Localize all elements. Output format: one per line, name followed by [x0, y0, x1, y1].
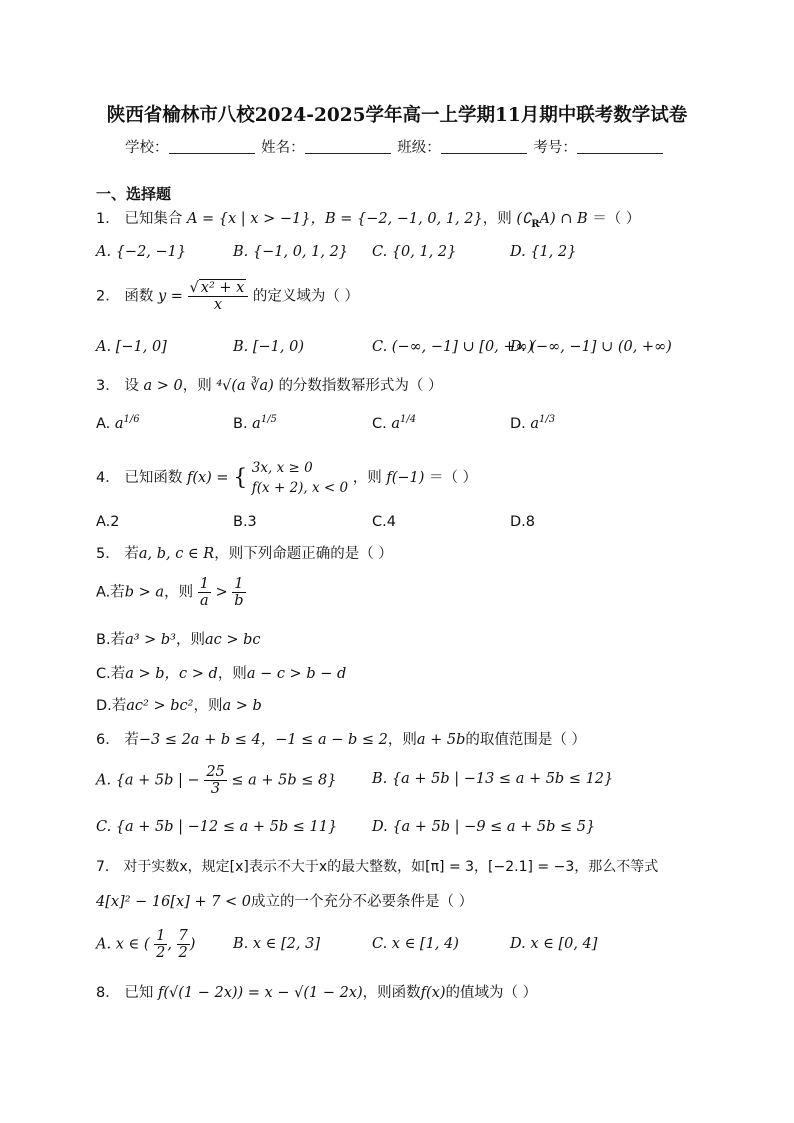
- piecewise-brace: {: [233, 465, 248, 491]
- section-heading: 一、选择题: [96, 185, 172, 203]
- option-b[interactable]: B.3: [233, 514, 257, 530]
- option-b[interactable]: B. $a^{1/5}$: [233, 414, 277, 432]
- option-a[interactable]: A. {a + 5b | − $\frac{25}{3}$ ≤ a + 5b ≤ 8}: [96, 764, 337, 797]
- question-text: ＝（ ）: [429, 470, 478, 486]
- option-d[interactable]: D. $a^{1/3}$: [510, 414, 556, 432]
- question-4: [96, 458, 477, 498]
- question-text: 已知: [124, 985, 154, 1001]
- question-8: [96, 981, 537, 1002]
- option-a[interactable]: A. $a^{1/6}$: [96, 414, 140, 432]
- question-text: 若: [124, 546, 139, 562]
- question-text: ＝（ ）: [592, 211, 641, 227]
- question-text: 设: [124, 378, 139, 394]
- class-label: 班级：: [397, 140, 441, 156]
- number-label: 考号：: [533, 140, 577, 156]
- math-expression: ⁴√(a ∛a): [216, 378, 274, 394]
- math-expression: f(x) =: [186, 470, 229, 486]
- math-expression: f(x): [420, 985, 446, 1001]
- question-number: 8．: [96, 985, 120, 1001]
- math-expression: f(√(1 − 2x)) = x − √(1 − 2x): [157, 985, 363, 1001]
- question-text: 已知集合: [124, 211, 183, 227]
- option-a[interactable]: A. [−1, 0]: [96, 339, 167, 355]
- question-number: 3．: [96, 378, 120, 394]
- math-expression: a + 5b: [416, 732, 466, 748]
- question-text: ，则: [182, 378, 212, 394]
- question-number: 5．: [96, 546, 120, 562]
- number-blank[interactable]: [577, 139, 663, 154]
- question-number: 1．: [96, 211, 120, 227]
- question-text: 已知函数: [124, 470, 183, 486]
- question-3: [96, 374, 443, 395]
- math-expression: f(−1): [386, 470, 425, 486]
- class-blank[interactable]: [441, 139, 527, 154]
- question-number: 2．: [96, 288, 120, 305]
- math-expression: y =: [157, 288, 183, 305]
- option-b[interactable]: B. [−1, 0): [233, 339, 305, 355]
- school-label: 学校：: [125, 140, 169, 156]
- math-expression: A = {x | x > −1}，B = {−2, −1, 0, 1, 2}: [186, 211, 483, 227]
- option-b[interactable]: B. {−1, 0, 1, 2}: [233, 244, 349, 260]
- option-d[interactable]: D.8: [510, 514, 535, 530]
- math-expression: $(∁_RA)$ ∩ B: [516, 211, 588, 230]
- math-expression: a > 0: [143, 378, 183, 394]
- option-d[interactable]: D. {a + 5b | −9 ≤ a + 5b ≤ 5}: [372, 819, 596, 835]
- question-text: 函数: [124, 288, 154, 305]
- question-text: 的取值范围是（ ）: [465, 732, 586, 748]
- question-number: 6．: [96, 732, 120, 748]
- question-text: ，则: [352, 470, 382, 486]
- option-c[interactable]: C. {a + 5b | −12 ≤ a + 5b ≤ 11}: [96, 819, 338, 835]
- question-number: 7．: [96, 859, 119, 875]
- student-info-line: [125, 136, 685, 157]
- question-text: 成立的一个充分不必要条件是（ ）: [251, 894, 474, 910]
- question-text: ，则: [482, 211, 512, 227]
- piecewise-cases: 3x, x ≥ 0 f(x + 2), x < 0: [251, 460, 349, 496]
- question-7: [96, 856, 658, 876]
- question-5: [96, 542, 393, 563]
- option-c[interactable]: C. (−∞, −1] ∪ [0, +∞): [372, 339, 534, 355]
- question-text: ，则: [387, 732, 417, 748]
- option-a[interactable]: A.2: [96, 514, 120, 530]
- question-text: 对于实数x，规定[x]表示不大于x的最大整数，如[π] = 3，[−2.1] = −3，那么不等式: [123, 859, 659, 875]
- question-text: ，则函数: [362, 985, 421, 1001]
- question-text: 若: [124, 732, 139, 748]
- math-expression: −3 ≤ 2a + b ≤ 4，−1 ≤ a − b ≤ 2: [138, 732, 388, 748]
- option-b[interactable]: B. x ∈ [2, 3]: [233, 936, 320, 952]
- question-1: [96, 207, 640, 230]
- name-blank[interactable]: [305, 139, 391, 154]
- option-a[interactable]: A.若b > a，则 $\frac{1}{a}$ > $\frac{1}{b}$: [96, 576, 244, 609]
- option-a[interactable]: A. x ∈ ( $\frac{1}{2}$ , $\frac{7}{2}$ ): [96, 928, 196, 961]
- option-d[interactable]: D. {1, 2}: [510, 244, 577, 260]
- option-c[interactable]: C. $a^{1/4}$: [372, 414, 417, 432]
- option-b[interactable]: B. {a + 5b | −13 ≤ a + 5b ≤ 12}: [372, 771, 614, 787]
- school-blank[interactable]: [169, 139, 255, 154]
- option-c[interactable]: C.4: [372, 514, 396, 530]
- question-text: 的定义域为（ ）: [252, 288, 360, 305]
- option-d[interactable]: D. (−∞, −1] ∪ (0, +∞): [510, 339, 672, 355]
- question-2: [96, 280, 359, 313]
- option-c[interactable]: C.若a > b，c > d，则a − c > b − d: [96, 666, 347, 682]
- option-a[interactable]: A. {−2, −1}: [96, 244, 187, 260]
- question-text: 的分数指数幂形式为（ ）: [278, 378, 443, 394]
- math-expression: 4[x]² − 16[x] + 7 < 0: [96, 894, 252, 910]
- fraction: $\frac{\text{√ x² + x}}{x}$: [188, 280, 249, 313]
- question-number: 4．: [96, 470, 120, 486]
- question-7-line-2: [96, 890, 473, 911]
- option-b[interactable]: B.若a³ > b³，则ac > bc: [96, 632, 261, 648]
- question-6: [96, 728, 586, 749]
- option-c[interactable]: C. x ∈ [1, 4): [372, 936, 459, 952]
- option-c[interactable]: C. {0, 1, 2}: [372, 244, 457, 260]
- option-d[interactable]: D. x ∈ [0, 4]: [510, 936, 598, 952]
- question-text: ，则下列命题正确的是（ ）: [214, 546, 393, 562]
- option-d[interactable]: D.若ac² > bc²，则a > b: [96, 698, 262, 714]
- math-expression: a, b, c ∈ R: [138, 546, 215, 562]
- page-title: 陕西省榆林市八校2024-2025学年高一上学期11月期中联考数学试卷: [106, 105, 688, 126]
- name-label: 姓名：: [261, 140, 305, 156]
- question-text: 的值域为（ ）: [445, 985, 538, 1001]
